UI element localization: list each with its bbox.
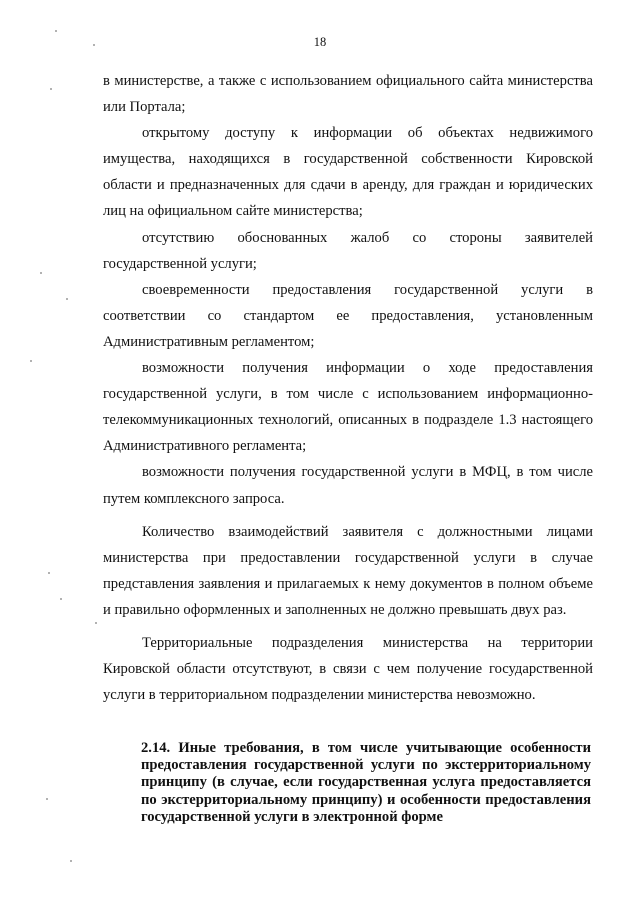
paragraph-no-complaints: отсутствию обоснованных жалоб со стороны заявителей государственной услуги; — [103, 229, 593, 272]
scan-speck — [46, 798, 48, 800]
paragraph-progress-info: возможности получения информации о ходе предоставления государственной услуги, в том числе с использованием информационно-телекоммуникационных технологий, описанных в подразделе 1.3 настоящего Административного регламента; — [103, 360, 593, 455]
page-number: 18 — [313, 35, 327, 49]
scan-speck — [93, 44, 95, 46]
scan-speck — [95, 622, 97, 624]
document-body — [103, 68, 593, 708]
paragraph-continuation: в министерстве, а также с использованием официального сайта министерства или Портала; — [103, 73, 593, 116]
scan-speck — [50, 88, 52, 90]
scan-speck — [48, 572, 50, 574]
paragraph-timeliness: своевременности предоставления государственной услуги в соответствии со стандартом ее предоставления, установленным Административным регламентом; — [103, 281, 593, 350]
paragraph-open-access: открытому доступу к информации об объектах недвижимого имущества, находящихся в государственной собственности Кировской области и предназначенных для сдачи в аренду, для граждан и юридических лиц на официальном сайте министерства; — [103, 125, 593, 220]
scan-speck — [60, 598, 62, 600]
scan-speck — [40, 272, 42, 274]
scan-speck — [30, 360, 32, 362]
paragraph-mfc: возможности получения государственной услуги в МФЦ, в том числе путем комплексного запроса. — [103, 464, 593, 507]
paragraph-territorial-units: Территориальные подразделения министерства на территории Кировской области отсутствуют, в связи с чем получение государственной услуги в территориальном подразделении министерства невозможно. — [103, 634, 593, 704]
scan-speck — [66, 298, 68, 300]
section-heading: 2.14. Иные требования, в том числе учитывающие особенности предоставления государственной услуги по экстерриториальному принципу (в случае, если государственная услуга предоставляется по экстерриториальному принципу) и особенности предоставления государственной услуги в электронной форме — [141, 740, 591, 825]
paragraph-interactions-count: Количество взаимодействий заявителя с должностными лицами министерства при предоставлении государственной услуги в случае представления заявления и прилагаемых к нему документов в полном объеме и правильно оформленных и заполненных не должно превышать двух раз. — [103, 523, 593, 618]
scan-speck — [55, 30, 57, 32]
scan-speck — [70, 860, 72, 862]
